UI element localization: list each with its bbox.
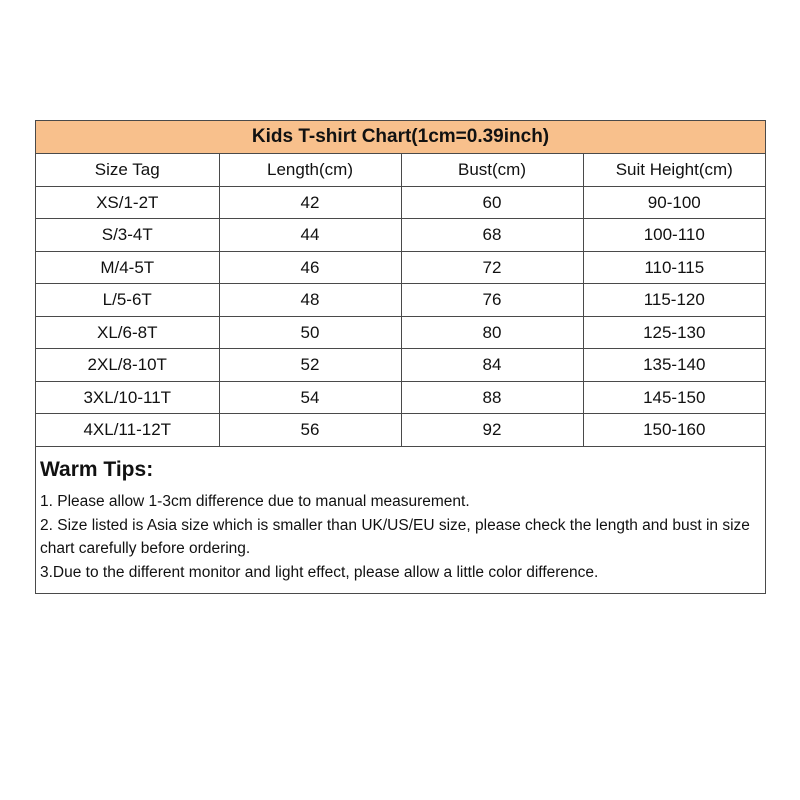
size-tag-cell: XS/1-2T xyxy=(36,186,219,219)
table-row xyxy=(36,186,765,219)
length-cell: 52 xyxy=(219,349,401,382)
table-row xyxy=(36,381,765,414)
size-chart-table xyxy=(36,121,765,447)
column-header-bust: Bust(cm) xyxy=(401,154,583,187)
suit-height-cell: 145-150 xyxy=(583,381,765,414)
chart-title: Kids T-shirt Chart(1cm=0.39inch) xyxy=(36,121,765,154)
size-tag-cell: M/4-5T xyxy=(36,251,219,284)
bust-cell: 60 xyxy=(401,186,583,219)
size-tag-cell: XL/6-8T xyxy=(36,316,219,349)
table-row xyxy=(36,251,765,284)
tip-item: 2. Size listed is Asia size which is smaller than UK/US/EU size, please check the length and bust in size chart carefully before ordering. xyxy=(40,516,750,557)
size-tag-cell: L/5-6T xyxy=(36,284,219,317)
suit-height-cell: 115-120 xyxy=(583,284,765,317)
bust-cell: 84 xyxy=(401,349,583,382)
size-chart-sheet xyxy=(35,120,766,594)
length-cell: 56 xyxy=(219,414,401,447)
table-row xyxy=(36,219,765,252)
table-row xyxy=(36,284,765,317)
size-tag-cell: S/3-4T xyxy=(36,219,219,252)
size-tag-cell: 2XL/8-10T xyxy=(36,349,219,382)
suit-height-cell: 100-110 xyxy=(583,219,765,252)
tip-item: 1. Please allow 1-3cm difference due to manual measurement. xyxy=(40,493,470,510)
bust-cell: 80 xyxy=(401,316,583,349)
suit-height-cell: 110-115 xyxy=(583,251,765,284)
table-row xyxy=(36,316,765,349)
warm-tips-heading: Warm Tips: xyxy=(40,458,154,481)
suit-height-cell: 150-160 xyxy=(583,414,765,447)
bust-cell: 92 xyxy=(401,414,583,447)
chart-title-row xyxy=(36,121,765,154)
suit-height-cell: 135-140 xyxy=(583,349,765,382)
length-cell: 48 xyxy=(219,284,401,317)
column-header-length: Length(cm) xyxy=(219,154,401,187)
warm-tips-section xyxy=(40,456,757,584)
suit-height-cell: 90-100 xyxy=(583,186,765,219)
length-cell: 54 xyxy=(219,381,401,414)
tip-item: 3.Due to the different monitor and light effect, please allow a little color difference. xyxy=(40,563,599,581)
bust-cell: 68 xyxy=(401,219,583,252)
length-cell: 42 xyxy=(219,186,401,219)
size-tag-cell: 3XL/10-11T xyxy=(36,381,219,414)
size-tag-cell: 4XL/11-12T xyxy=(36,414,219,447)
column-header-size-tag: Size Tag xyxy=(36,154,219,187)
header-row xyxy=(36,154,765,187)
bust-cell: 72 xyxy=(401,251,583,284)
length-cell: 46 xyxy=(219,251,401,284)
bust-cell: 76 xyxy=(401,284,583,317)
table-row xyxy=(36,414,765,447)
column-header-suit-height: Suit Height(cm) xyxy=(583,154,765,187)
bust-cell: 88 xyxy=(401,381,583,414)
length-cell: 44 xyxy=(219,219,401,252)
table-row xyxy=(36,349,765,382)
length-cell: 50 xyxy=(219,316,401,349)
suit-height-cell: 125-130 xyxy=(583,316,765,349)
